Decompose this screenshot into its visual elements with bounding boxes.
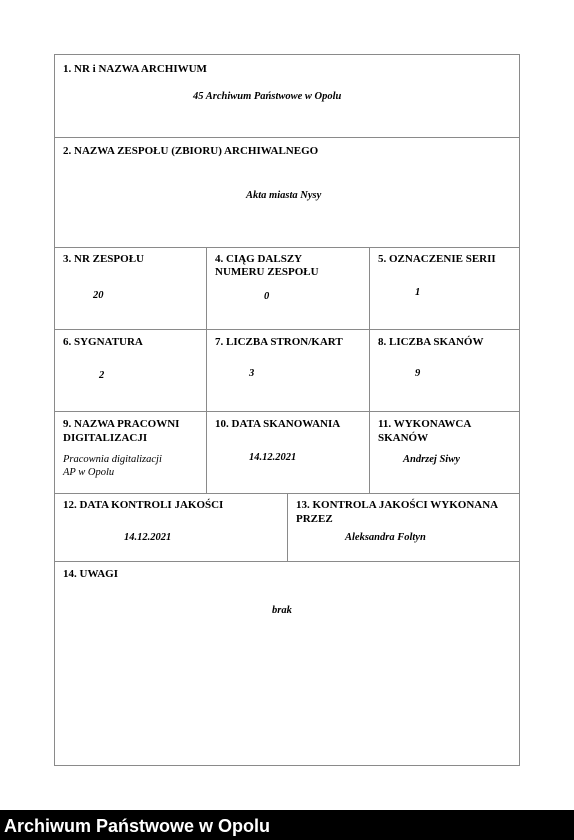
cell-series xyxy=(369,248,521,329)
remarks-value: brak xyxy=(272,605,292,616)
signature-value: 2 xyxy=(99,370,105,381)
qc-by-label-1: 13. KONTROLA JAKOŚCI WYKONANA xyxy=(296,499,499,511)
digitization-lab-value-1: Pracownia digitalizacji xyxy=(63,454,162,465)
qc-by-value: Aleksandra Foltyn xyxy=(345,532,426,543)
cell-pages xyxy=(206,330,369,411)
remarks-label: 14. UWAGI xyxy=(63,568,119,580)
cell-scan-date xyxy=(206,412,369,493)
cell-qc-date xyxy=(55,494,287,561)
scan-operator-label-1: 11. WYKONAWCA xyxy=(378,418,472,430)
scans-label: 8. LICZBA SKANÓW xyxy=(378,336,484,348)
qc-date-label: 12. DATA KONTROLI JAKOŚCI xyxy=(63,499,224,511)
scan-date-value: 14.12.2021 xyxy=(249,452,297,463)
metadata-form xyxy=(54,54,520,766)
signature-label: 6. SYGNATURA xyxy=(63,336,143,348)
scan-operator-value: Andrzej Siwy xyxy=(403,454,460,465)
cell-fonds-number xyxy=(55,248,206,329)
cell-scans xyxy=(369,330,521,411)
qc-date-value: 14.12.2021 xyxy=(124,532,172,543)
row-digitization xyxy=(55,411,519,493)
collection-label: 2. NAZWA ZESPOŁU (ZBIORU) ARCHIWALNEGO xyxy=(63,145,319,157)
row-signature xyxy=(55,329,519,411)
series-value: 1 xyxy=(415,287,421,298)
row-remarks xyxy=(55,561,519,767)
fonds-continuation-label-1: 4. CIĄG DALSZY xyxy=(215,253,303,265)
pages-label: 7. LICZBA STRON/KART xyxy=(215,336,343,348)
archive-value: 45 Archiwum Państwowe w Opolu xyxy=(193,91,342,102)
row-quality-control xyxy=(55,493,519,561)
row-fonds xyxy=(55,247,519,329)
series-label: 5. OZNACZENIE SERII xyxy=(378,253,496,265)
row-collection xyxy=(55,137,519,247)
cell-digitization-lab xyxy=(55,412,206,493)
collection-value: Akta miasta Nysy xyxy=(246,190,322,201)
scan-operator-label-2: SKANÓW xyxy=(378,432,429,444)
fonds-continuation-label-2: NUMERU ZESPOŁU xyxy=(215,266,319,278)
cell-qc-by xyxy=(287,494,521,561)
pages-value: 3 xyxy=(249,368,255,379)
digitization-lab-label-1: 9. NAZWA PRACOWNI xyxy=(63,418,180,430)
digitization-lab-label-2: DIGITALIZACJI xyxy=(63,432,148,444)
cell-fonds-continuation xyxy=(206,248,369,329)
footer-title: Archiwum Państwowe w Opolu xyxy=(4,816,271,836)
fonds-number-value: 20 xyxy=(93,290,104,301)
row-archive xyxy=(55,55,519,137)
cell-scan-operator xyxy=(369,412,521,493)
scan-date-label: 10. DATA SKANOWANIA xyxy=(215,418,341,430)
fonds-continuation-value: 0 xyxy=(264,291,270,302)
archive-label: 1. NR i NAZWA ARCHIWUM xyxy=(63,63,207,75)
scans-value: 9 xyxy=(415,368,421,379)
digitization-lab-value-2: AP w Opolu xyxy=(63,467,115,478)
fonds-number-label: 3. NR ZESPOŁU xyxy=(63,253,144,265)
footer-bar xyxy=(0,810,574,840)
cell-signature xyxy=(55,330,206,411)
qc-by-label-2: PRZEZ xyxy=(296,513,333,525)
